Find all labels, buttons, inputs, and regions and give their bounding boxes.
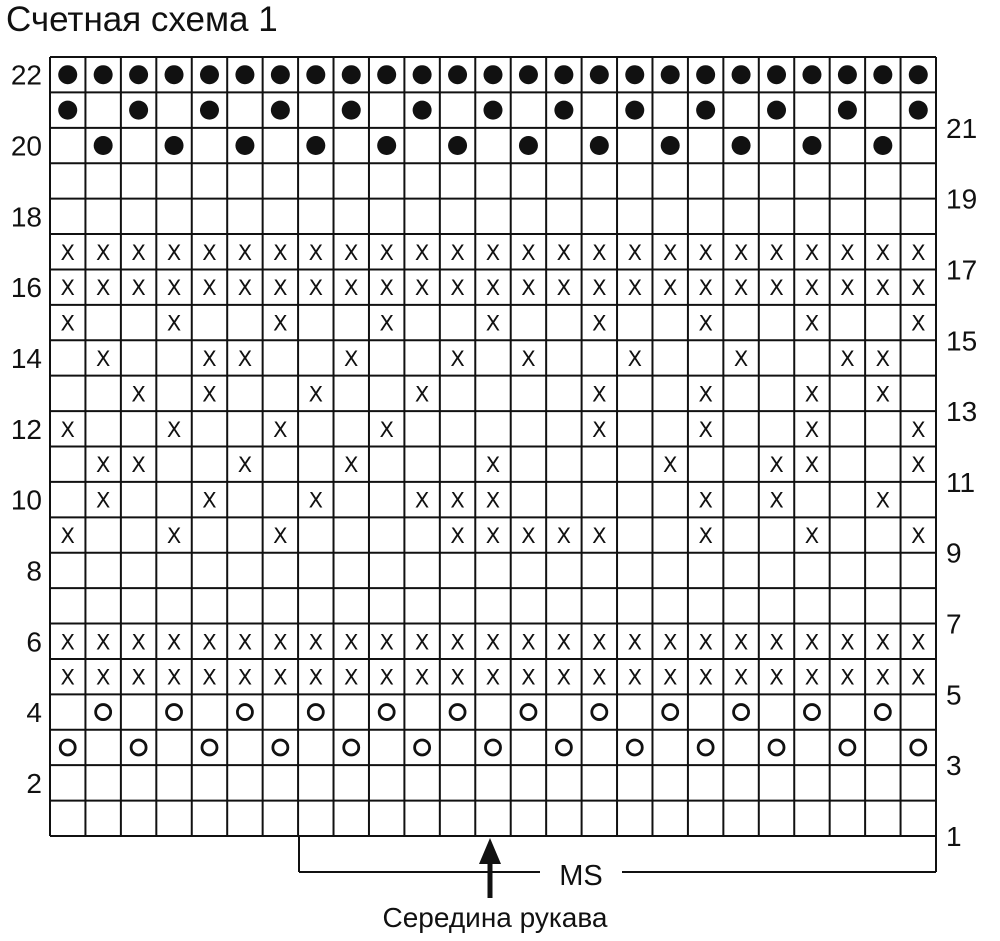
x-mark: X	[450, 346, 465, 371]
x-mark: X	[698, 524, 713, 549]
x-mark: X	[698, 382, 713, 407]
x-mark: X	[166, 524, 182, 549]
filled-dot-icon	[165, 136, 184, 155]
row-number-left: 18	[10, 201, 42, 233]
x-mark: X	[556, 276, 572, 301]
x-mark: X	[60, 276, 75, 301]
open-circle-icon	[450, 705, 465, 720]
filled-dot-icon	[873, 65, 892, 84]
x-mark: X	[379, 630, 394, 655]
x-mark: X	[379, 417, 394, 442]
row-number-right: 19	[946, 183, 978, 215]
x-mark: X	[379, 240, 394, 265]
row-number-right: 13	[946, 396, 978, 428]
x-mark: X	[273, 417, 288, 442]
row-number-right: 21	[946, 112, 978, 144]
x-mark: X	[344, 630, 359, 655]
filled-dot-icon	[94, 136, 113, 155]
x-mark: X	[804, 417, 820, 442]
x-mark: X	[237, 665, 253, 690]
x-mark: X	[733, 630, 749, 655]
x-mark: X	[166, 311, 182, 336]
x-mark: X	[627, 346, 642, 371]
x-mark: X	[95, 665, 111, 690]
x-mark: X	[308, 488, 323, 513]
x-mark: X	[804, 382, 820, 407]
x-mark: X	[592, 630, 607, 655]
x-mark: X	[450, 240, 465, 265]
x-mark: X	[344, 346, 359, 371]
open-circle-icon	[202, 740, 217, 755]
filled-dot-icon	[58, 65, 77, 84]
filled-dot-icon	[909, 101, 928, 120]
x-mark: X	[627, 665, 642, 690]
open-circle-icon	[840, 740, 855, 755]
x-mark: X	[379, 311, 394, 336]
x-mark: X	[521, 524, 536, 549]
x-mark: X	[414, 382, 430, 407]
filled-dot-icon	[625, 65, 644, 84]
x-mark: X	[592, 524, 607, 549]
x-mark: X	[414, 630, 430, 655]
x-mark: X	[414, 488, 430, 513]
filled-dot-icon	[200, 65, 219, 84]
x-mark: X	[344, 240, 359, 265]
filled-dot-icon	[413, 65, 432, 84]
x-mark: X	[485, 453, 501, 478]
x-mark: X	[627, 276, 642, 301]
x-mark: X	[911, 311, 926, 336]
x-mark: X	[131, 630, 146, 655]
x-mark: X	[237, 276, 253, 301]
x-mark: X	[344, 453, 359, 478]
x-mark: X	[911, 524, 926, 549]
x-mark: X	[556, 630, 572, 655]
x-mark: X	[556, 524, 572, 549]
x-mark: X	[698, 311, 713, 336]
row-number-left: 8	[26, 555, 42, 587]
x-mark: X	[911, 630, 926, 655]
x-mark: X	[521, 665, 536, 690]
x-mark: X	[769, 240, 784, 265]
row-number-left: 12	[10, 413, 42, 445]
x-mark: X	[663, 453, 678, 478]
filled-dot-icon	[129, 65, 148, 84]
x-mark: X	[95, 240, 111, 265]
x-mark: X	[166, 240, 182, 265]
filled-dot-icon	[696, 65, 715, 84]
open-circle-icon	[911, 740, 926, 755]
filled-dot-icon	[519, 65, 538, 84]
filled-dot-icon	[873, 136, 892, 155]
row-number-right: 1	[946, 821, 962, 852]
x-mark: X	[60, 311, 75, 336]
x-mark: X	[166, 417, 182, 442]
open-circle-icon	[379, 705, 394, 720]
grid-lines	[50, 57, 936, 836]
x-mark: X	[875, 665, 891, 690]
x-mark: X	[875, 346, 891, 371]
open-circle-icon	[273, 740, 288, 755]
x-mark: X	[485, 276, 501, 301]
x-mark: X	[379, 665, 394, 690]
x-mark: X	[521, 240, 536, 265]
filled-dot-icon	[484, 101, 503, 120]
filled-dot-icon	[448, 65, 467, 84]
filled-dot-icon	[554, 101, 573, 120]
x-mark: X	[308, 630, 323, 655]
x-mark: X	[414, 665, 430, 690]
x-mark: X	[450, 488, 465, 513]
open-circle-icon	[769, 740, 784, 755]
filled-dot-icon	[661, 136, 680, 155]
x-mark: X	[166, 630, 182, 655]
open-circle-icon	[131, 740, 146, 755]
filled-dot-icon	[767, 65, 786, 84]
filled-dot-icon	[200, 101, 219, 120]
x-mark: X	[273, 524, 288, 549]
filled-dot-icon	[271, 101, 290, 120]
x-mark: X	[60, 524, 75, 549]
filled-dot-icon	[235, 136, 254, 155]
chart-title: Счетная схема 1	[6, 0, 278, 39]
open-circle-icon	[663, 705, 678, 720]
open-circle-icon	[237, 705, 252, 720]
open-circle-icon	[592, 705, 607, 720]
x-mark: X	[202, 630, 217, 655]
filled-dot-icon	[767, 101, 786, 120]
open-circle-icon	[486, 740, 501, 755]
x-mark: X	[769, 453, 784, 478]
x-mark: X	[663, 665, 678, 690]
x-mark: X	[166, 276, 182, 301]
x-mark: X	[556, 665, 572, 690]
x-mark: X	[60, 665, 75, 690]
x-mark: X	[237, 630, 253, 655]
x-mark: X	[485, 630, 501, 655]
x-mark: X	[237, 240, 253, 265]
open-circle-icon	[415, 740, 430, 755]
filled-dot-icon	[519, 136, 538, 155]
x-mark: X	[60, 240, 75, 265]
x-mark: X	[450, 524, 465, 549]
x-mark: X	[450, 665, 465, 690]
x-mark: X	[875, 630, 891, 655]
x-mark: X	[95, 346, 111, 371]
filled-dot-icon	[306, 65, 325, 84]
x-mark: X	[840, 346, 855, 371]
x-mark: X	[769, 630, 784, 655]
x-mark: X	[627, 630, 642, 655]
filled-dot-icon	[342, 65, 361, 84]
x-mark: X	[95, 453, 111, 478]
x-mark: X	[131, 276, 146, 301]
x-mark: X	[804, 524, 820, 549]
filled-dot-icon	[590, 136, 609, 155]
x-mark: X	[308, 240, 323, 265]
x-mark: X	[450, 630, 465, 655]
x-mark: X	[450, 276, 465, 301]
x-mark: X	[202, 276, 217, 301]
x-mark: X	[875, 240, 891, 265]
filled-dot-icon	[838, 101, 857, 120]
x-mark: X	[485, 524, 501, 549]
filled-dot-icon	[732, 65, 751, 84]
filled-dot-icon	[696, 101, 715, 120]
filled-dot-icon	[306, 136, 325, 155]
row-number-right: 17	[946, 254, 978, 286]
x-mark: X	[273, 311, 288, 336]
row-number-left: 20	[10, 130, 42, 162]
x-mark: X	[485, 488, 501, 513]
open-circle-icon	[804, 705, 819, 720]
row-number-left: 14	[10, 342, 42, 374]
middle-arrow-head-icon	[479, 838, 501, 864]
open-circle-icon	[96, 705, 111, 720]
x-mark: X	[698, 630, 713, 655]
row-number-left: 16	[10, 272, 42, 304]
x-mark: X	[592, 417, 607, 442]
filled-dot-icon	[590, 65, 609, 84]
x-mark: X	[804, 630, 820, 655]
x-mark: X	[131, 382, 146, 407]
x-mark: X	[131, 453, 146, 478]
filled-dot-icon	[377, 136, 396, 155]
x-mark: X	[95, 276, 111, 301]
x-mark: X	[698, 488, 713, 513]
x-mark: X	[308, 665, 323, 690]
x-mark: X	[202, 665, 217, 690]
x-mark: X	[733, 240, 749, 265]
filled-dot-icon	[377, 65, 396, 84]
ms-bracket	[299, 836, 936, 892]
row-number-right: 11	[946, 466, 976, 498]
filled-dot-icon	[625, 101, 644, 120]
x-mark: X	[698, 665, 713, 690]
filled-dot-icon	[342, 101, 361, 120]
x-mark: X	[733, 346, 749, 371]
x-mark: X	[804, 665, 820, 690]
filled-dot-icon	[732, 136, 751, 155]
x-mark: X	[131, 665, 146, 690]
x-mark: X	[521, 346, 536, 371]
x-mark: X	[698, 417, 713, 442]
middle-label: Середина рукава	[382, 902, 608, 933]
x-mark: X	[60, 417, 75, 442]
x-mark: X	[911, 417, 926, 442]
x-mark: X	[627, 240, 642, 265]
open-circle-icon	[167, 705, 182, 720]
row-number-right: 5	[946, 679, 962, 711]
x-mark: X	[556, 240, 572, 265]
x-mark: X	[769, 665, 784, 690]
filled-dot-icon	[484, 65, 503, 84]
open-circle-icon	[698, 740, 713, 755]
x-mark: X	[485, 240, 501, 265]
filled-dot-icon	[165, 65, 184, 84]
x-mark: X	[414, 276, 430, 301]
row-number-right: 15	[946, 325, 978, 357]
x-mark: X	[521, 630, 536, 655]
row-number-left: 4	[26, 697, 42, 729]
x-mark: X	[60, 630, 75, 655]
x-mark: X	[804, 240, 820, 265]
x-mark: X	[911, 240, 926, 265]
x-mark: X	[663, 276, 678, 301]
x-mark: X	[663, 240, 678, 265]
x-mark: X	[414, 240, 430, 265]
x-mark: X	[911, 453, 926, 478]
open-circle-icon	[308, 705, 323, 720]
row-number-left: 6	[26, 626, 42, 658]
x-mark: X	[804, 276, 820, 301]
x-mark: X	[769, 488, 784, 513]
x-mark: X	[273, 630, 288, 655]
x-mark: X	[698, 240, 713, 265]
x-mark: X	[273, 665, 288, 690]
open-circle-icon	[60, 740, 75, 755]
x-mark: X	[202, 346, 217, 371]
row-number-left: 22	[10, 59, 42, 91]
open-circle-icon	[521, 705, 536, 720]
open-circle-icon	[875, 705, 890, 720]
x-mark: X	[698, 276, 713, 301]
open-circle-icon	[344, 740, 359, 755]
x-mark: X	[379, 276, 394, 301]
filled-dot-icon	[838, 65, 857, 84]
x-mark: X	[592, 311, 607, 336]
x-mark: X	[202, 488, 217, 513]
x-mark: X	[911, 665, 926, 690]
filled-dot-icon	[909, 65, 928, 84]
row-number-right: 7	[946, 608, 962, 640]
filled-dot-icon	[802, 65, 821, 84]
x-mark: X	[521, 276, 536, 301]
x-mark: X	[875, 488, 891, 513]
filled-dot-icon	[413, 101, 432, 120]
filled-dot-icon	[661, 65, 680, 84]
x-mark: X	[840, 630, 855, 655]
x-mark: X	[485, 665, 501, 690]
x-mark: X	[663, 630, 678, 655]
filled-dot-icon	[129, 101, 148, 120]
row-number-right: 3	[946, 750, 962, 782]
x-mark: X	[237, 346, 253, 371]
x-mark: X	[769, 276, 784, 301]
open-circle-icon	[556, 740, 571, 755]
filled-dot-icon	[94, 65, 113, 84]
middle-arrow	[479, 838, 501, 898]
x-mark: X	[237, 453, 253, 478]
filled-dot-icon	[58, 101, 77, 120]
open-circle-icon	[734, 705, 749, 720]
x-mark: X	[95, 488, 111, 513]
row-number-left: 2	[26, 767, 42, 799]
x-mark: X	[911, 276, 926, 301]
row-number-left: 10	[10, 484, 42, 516]
x-mark: X	[592, 240, 607, 265]
filled-dot-icon	[448, 136, 467, 155]
x-mark: X	[344, 276, 359, 301]
x-mark: X	[804, 453, 820, 478]
x-mark: X	[95, 630, 111, 655]
x-mark: X	[733, 276, 749, 301]
x-mark: X	[840, 665, 855, 690]
x-mark: X	[592, 665, 607, 690]
x-mark: X	[592, 382, 607, 407]
x-mark: X	[273, 240, 288, 265]
filled-dot-icon	[554, 65, 573, 84]
ms-label: MS	[559, 860, 603, 892]
filled-dot-icon	[271, 65, 290, 84]
row-number-right: 9	[946, 537, 962, 569]
filled-dot-icon	[802, 136, 821, 155]
x-mark: X	[131, 240, 146, 265]
x-mark: X	[485, 311, 501, 336]
x-mark: X	[733, 665, 749, 690]
x-mark: X	[840, 240, 855, 265]
x-mark: X	[592, 276, 607, 301]
x-mark: X	[804, 311, 820, 336]
x-mark: X	[202, 240, 217, 265]
x-mark: X	[273, 276, 288, 301]
x-mark: X	[308, 276, 323, 301]
x-mark: X	[875, 276, 891, 301]
x-mark: X	[840, 276, 855, 301]
filled-dot-icon	[235, 65, 254, 84]
x-mark: X	[344, 665, 359, 690]
open-circle-icon	[627, 740, 642, 755]
x-mark: X	[166, 665, 182, 690]
x-mark: X	[202, 382, 217, 407]
x-mark: X	[875, 382, 891, 407]
x-mark: X	[308, 382, 323, 407]
